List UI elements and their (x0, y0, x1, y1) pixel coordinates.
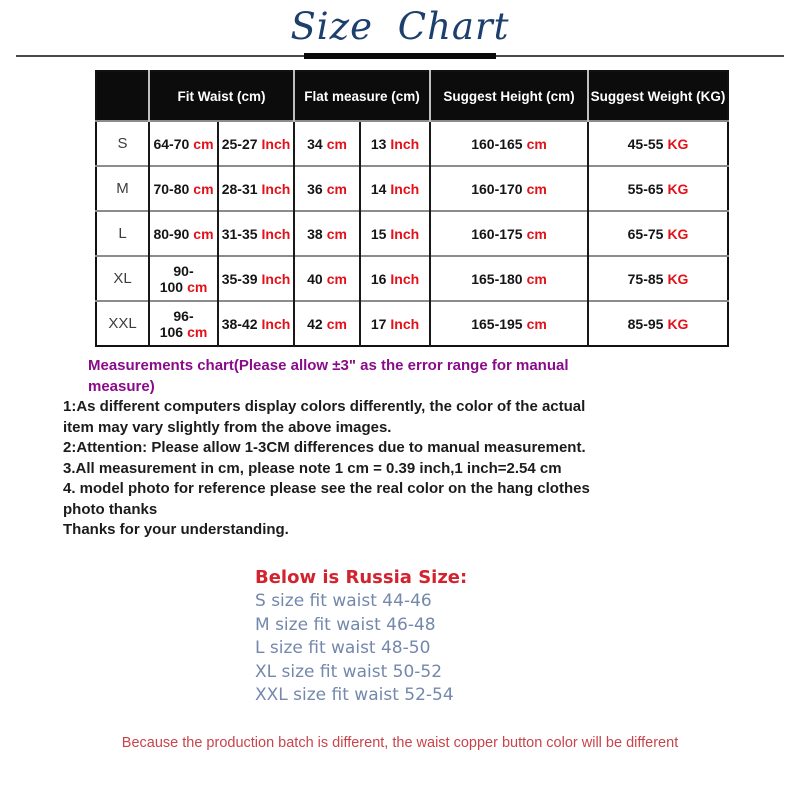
russia-size-block (255, 565, 467, 708)
unit-label: KG (667, 315, 689, 332)
note-line: 4. model photo for reference please see the real color on the hang clothes (63, 480, 590, 497)
note-line: Thanks for your understanding. (63, 521, 289, 538)
unit-label: Inch (261, 180, 291, 197)
unit-label: cm (326, 135, 347, 152)
header-flat-measure: Flat measure (cm) (294, 71, 430, 121)
cell-weight: 75-85 KG (588, 256, 728, 301)
cell-flat-inch: 14 Inch (360, 166, 430, 211)
footer-note: Because the production batch is different, the waist copper button color will be different (121, 735, 679, 751)
cell-waist-inch: 28-31 Inch (218, 166, 294, 211)
unit-label: cm (526, 315, 547, 332)
unit-label: Inch (261, 270, 291, 287)
cell-flat-cm: 36 cm (294, 166, 360, 211)
measurement-notes-heading-line2: measure) (88, 377, 155, 395)
cell-height: 165-195 cm (430, 301, 588, 346)
unit-label: KG (667, 225, 689, 242)
cell-flat-cm: 42 cm (294, 301, 360, 346)
russia-size-line: L size fit waist 48-50 (255, 638, 431, 658)
cell-flat-inch: 13 Inch (360, 121, 430, 166)
cell-weight: 45-55 KG (588, 121, 728, 166)
unit-label: cm (526, 135, 547, 152)
unit-label: cm (187, 278, 208, 295)
unit-label: cm (326, 225, 347, 242)
cell-flat-cm: 38 cm (294, 211, 360, 256)
cell-waist-inch: 38-42 Inch (218, 301, 294, 346)
unit-label: Inch (261, 135, 291, 152)
unit-label: cm (326, 315, 347, 332)
table-row-xl (96, 256, 728, 301)
unit-label: cm (326, 180, 347, 197)
size-label: M (96, 166, 149, 211)
header-suggest-height: Suggest Height (cm) (430, 71, 588, 121)
unit-label: cm (526, 180, 547, 197)
cell-flat-inch: 17 Inch (360, 301, 430, 346)
note-line: item may vary slightly from the above images. (63, 418, 392, 436)
title-underline-thick (304, 53, 496, 59)
cell-waist-inch: 25-27 Inch (218, 121, 294, 166)
cell-flat-cm: 40 cm (294, 256, 360, 301)
unit-label: KG (667, 135, 689, 152)
russia-size-line: S size fit waist 44-46 (255, 591, 432, 611)
size-label: S (96, 121, 149, 166)
cell-weight: 65-75 KG (588, 211, 728, 256)
russia-size-line: XL size fit waist 50-52 (255, 661, 443, 682)
table-row-m (96, 166, 728, 211)
measurement-notes (63, 356, 648, 541)
cell-weight: 85-95 KG (588, 301, 728, 346)
cell-waist-cm: 80-90 cm (149, 211, 218, 256)
note-line: photo thanks (63, 500, 158, 518)
unit-label: cm (193, 180, 214, 197)
note-line: 1:As different computers display colors differently, the color of the actual (63, 398, 586, 415)
header-corner-cell (96, 71, 149, 121)
unit-label: Inch (261, 315, 291, 332)
header-suggest-weight: Suggest Weight (KG) (588, 71, 728, 121)
russia-size-line: M size fit waist 46-48 (255, 614, 436, 635)
unit-label: Inch (390, 180, 420, 197)
measurement-notes-heading-line1: Measurements chart(Please allow ±3" as the error range for manual (88, 357, 569, 374)
table-row-s (96, 121, 728, 166)
cell-height: 165-180 cm (430, 256, 588, 301)
unit-label: cm (326, 270, 347, 287)
cell-flat-inch: 15 Inch (360, 211, 430, 256)
note-line: 3.All measurement in cm, please note 1 cm = 0.39 inch,1 inch=2.54 cm (63, 459, 562, 477)
unit-label: KG (667, 270, 689, 287)
cell-flat-inch: 16 Inch (360, 256, 430, 301)
table-row-xxl (96, 301, 728, 346)
unit-label: Inch (390, 270, 420, 287)
unit-label: cm (526, 270, 547, 287)
cell-waist-cm: 90-100 cm (149, 256, 218, 301)
unit-label: Inch (261, 225, 291, 242)
cell-weight: 55-65 KG (588, 166, 728, 211)
size-label: XL (96, 256, 149, 301)
page-title: Size Chart (290, 5, 510, 48)
cell-waist-cm: 70-80 cm (149, 166, 218, 211)
cell-waist-cm: 64-70 cm (149, 121, 218, 166)
size-label: XXL (96, 301, 149, 346)
russia-size-line: XXL size fit waist 52-54 (255, 685, 454, 705)
cell-waist-inch: 31-35 Inch (218, 211, 294, 256)
table-row-l (96, 211, 728, 256)
unit-label: Inch (390, 135, 420, 152)
cell-waist-cm: 96-106 cm (149, 301, 218, 346)
cell-flat-cm: 34 cm (294, 121, 360, 166)
unit-label: cm (193, 225, 214, 242)
size-table (95, 70, 729, 347)
size-label: L (96, 211, 149, 256)
unit-label: cm (526, 225, 547, 242)
cell-height: 160-165 cm (430, 121, 588, 166)
unit-label: Inch (390, 315, 420, 332)
unit-label: cm (193, 135, 214, 152)
unit-label: KG (667, 180, 689, 197)
header-fit-waist: Fit Waist (cm) (149, 71, 294, 121)
note-line: 2:Attention: Please allow 1-3CM differences due to manual measurement. (63, 439, 586, 456)
unit-label: Inch (390, 225, 420, 242)
cell-height: 160-170 cm (430, 166, 588, 211)
russia-size-heading: Below is Russia Size: (255, 567, 468, 588)
cell-height: 160-175 cm (430, 211, 588, 256)
cell-waist-inch: 35-39 Inch (218, 256, 294, 301)
table-header-row (96, 71, 728, 121)
unit-label: cm (187, 323, 208, 340)
